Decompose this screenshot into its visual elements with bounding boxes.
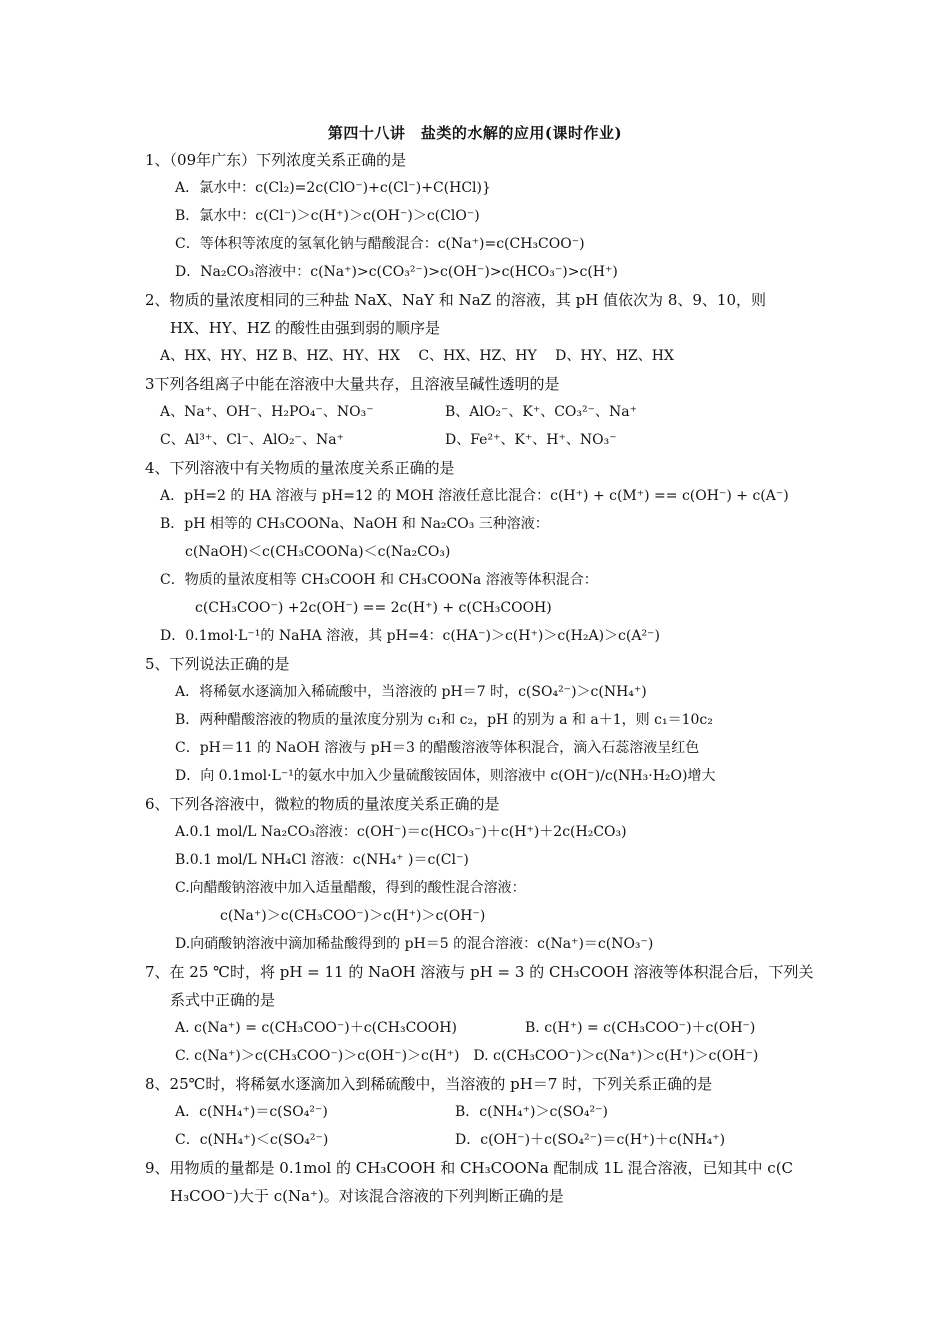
option-4a: A．pH=2 的 HA 溶液与 pH=12 的 MOH 溶液任意比混合：c(H⁺) + c(M⁺) == c(OH⁻) + c(A⁻) xyxy=(160,488,789,504)
option-5b: B．两种醋酸溶液的物质的量浓度分别为 c₁和 c₂，pH 的别为 a 和 a＋1，则 c₁＝10c₂ xyxy=(175,712,713,728)
option-6a: A.0.1 mol/L Na₂CO₃溶液：c(OH⁻)＝c(HCO₃⁻)＋c(H⁺)＋2c(H₂CO₃) xyxy=(175,824,627,840)
option-4b-cont: c(NaOH)＜c(CH₃COONa)＜c(Na₂CO₃) xyxy=(185,544,451,560)
option-7b: B. c(H⁺) = c(CH₃COO⁻)＋c(OH⁻) xyxy=(525,1020,756,1036)
option-3a: A、Na⁺、OH⁻、H₂PO₄⁻、NO₃⁻ xyxy=(160,404,374,420)
option-6b: B.0.1 mol/L NH₄Cl 溶液：c(NH₄⁺ )＝c(Cl⁻) xyxy=(175,852,469,868)
page-title: 第四十八讲 盐类的水解的应用(课时作业) xyxy=(327,124,623,142)
option-5c: C．pH＝11 的 NaOH 溶液与 pH＝3 的醋酸溶液等体积混合，滴入石蕊溶液呈红色 xyxy=(175,740,700,756)
option-1b: B．氯水中：c(Cl⁻)＞c(H⁺)＞c(OH⁻)＞c(ClO⁻) xyxy=(175,208,480,224)
option-3c: C、Al³⁺、Cl⁻、AlO₂⁻、Na⁺ xyxy=(160,432,344,448)
question-8: 8、25℃时，将稀氨水逐滴加入到稀硫酸中，当溶液的 pH＝7 时，下列关系正确的是 xyxy=(145,1075,713,1093)
options-2: A、HX、HY、HZ B、HZ、HY、HX C、HX、HZ、HY D、HY、HZ、HX xyxy=(160,348,674,364)
question-4: 4、下列溶液中有关物质的量浓度关系正确的是 xyxy=(145,459,455,477)
question-2: 2、物质的量浓度相同的三种盐 NaX、NaY 和 NaZ 的溶液，其 pH 值依次为 8、9、10，则 xyxy=(145,291,766,309)
question-5: 5、下列说法正确的是 xyxy=(145,655,290,673)
option-7c-7d: C. c(Na⁺)＞c(CH₃COO⁻)＞c(OH⁻)＞c(H⁺) D. c(CH₃COO⁻)＞c(Na⁺)＞c(H⁺)＞c(OH⁻) xyxy=(175,1048,759,1064)
option-1c: C．等体积等浓度的氢氧化钠与醋酸混合：c(Na⁺)=c(CH₃COO⁻) xyxy=(175,236,585,252)
option-4d: D．0.1mol·L⁻¹的 NaHA 溶液，其 pH=4：c(HA⁻)＞c(H⁺)＞c(H₂A)＞c(A²⁻) xyxy=(160,628,660,644)
option-8d: D．c(OH⁻)＋c(SO₄²⁻)＝c(H⁺)＋c(NH₄⁺) xyxy=(455,1132,726,1148)
option-5a: A．将稀氨水逐滴加入稀硫酸中，当溶液的 pH＝7 时，c(SO₄²⁻)＞c(NH₄⁺) xyxy=(175,684,647,700)
option-1d: D．Na₂CO₃溶液中：c(Na⁺)>c(CO₃²⁻)>c(OH⁻)>c(HCO₃⁻)>c(H⁺) xyxy=(175,264,618,280)
option-1a: A．氯水中：c(Cl₂)=2c(ClO⁻)+c(Cl⁻)+C(HCl)} xyxy=(175,180,491,196)
option-6d: D.向硝酸钠溶液中滴加稀盐酸得到的 pH＝5 的混合溶液：c(Na⁺)＝c(NO₃⁻) xyxy=(175,936,654,952)
option-6c-cont: c(Na⁺)＞c(CH₃COO⁻)＞c(H⁺)＞c(OH⁻) xyxy=(220,908,486,924)
option-4c-cont: c(CH₃COO⁻) +2c(OH⁻) == 2c(H⁺) + c(CH₃COOH) xyxy=(195,600,552,616)
option-3b: B、AlO₂⁻、K⁺、CO₃²⁻、Na⁺ xyxy=(445,404,637,420)
question-1: 1、（09年广东）下列浓度关系正确的是 xyxy=(145,151,407,169)
question-3: 3下列各组离子中能在溶液中大量共存，且溶液呈碱性透明的是 xyxy=(145,375,560,393)
question-9-cont: H₃COO⁻)大于 c(Na⁺)。对该混合溶液的下列判断正确的是 xyxy=(170,1187,564,1205)
question-2-cont: HX、HY、HZ 的酸性由强到弱的顺序是 xyxy=(170,319,441,337)
option-8a: A．c(NH₄⁺)＝c(SO₄²⁻) xyxy=(175,1104,328,1120)
option-6c: C.向醋酸钠溶液中加入适量醋酸，得到的酸性混合溶液： xyxy=(175,880,526,896)
option-5d: D．向 0.1mol·L⁻¹的氨水中加入少量硫酸铵固体，则溶液中 c(OH⁻)/c(NH₃·H₂O)增大 xyxy=(175,768,716,784)
option-8b: B．c(NH₄⁺)＞c(SO₄²⁻) xyxy=(455,1104,608,1120)
question-7: 7、在 25 ℃时，将 pH = 11 的 NaOH 溶液与 pH = 3 的 CH₃COOH 溶液等体积混合后，下列关 xyxy=(145,963,814,981)
option-4c: C．物质的量浓度相等 CH₃COOH 和 CH₃COONa 溶液等体积混合： xyxy=(160,572,598,588)
option-3d: D、Fe²⁺、K⁺、H⁺、NO₃⁻ xyxy=(445,432,617,448)
option-7a: A. c(Na⁺) = c(CH₃COO⁻)＋c(CH₃COOH) xyxy=(175,1020,457,1036)
option-4b: B．pH 相等的 CH₃COONa、NaOH 和 Na₂CO₃ 三种溶液： xyxy=(160,516,549,532)
question-7-cont: 系式中正确的是 xyxy=(170,991,276,1009)
question-9: 9、用物质的量都是 0.1mol 的 CH₃COOH 和 CH₃COONa 配制成 1L 混合溶液，已知其中 c(C xyxy=(145,1159,794,1177)
option-8c: C．c(NH₄⁺)＜c(SO₄²⁻) xyxy=(175,1132,329,1148)
question-6: 6、下列各溶液中，微粒的物质的量浓度关系正确的是 xyxy=(145,795,500,813)
